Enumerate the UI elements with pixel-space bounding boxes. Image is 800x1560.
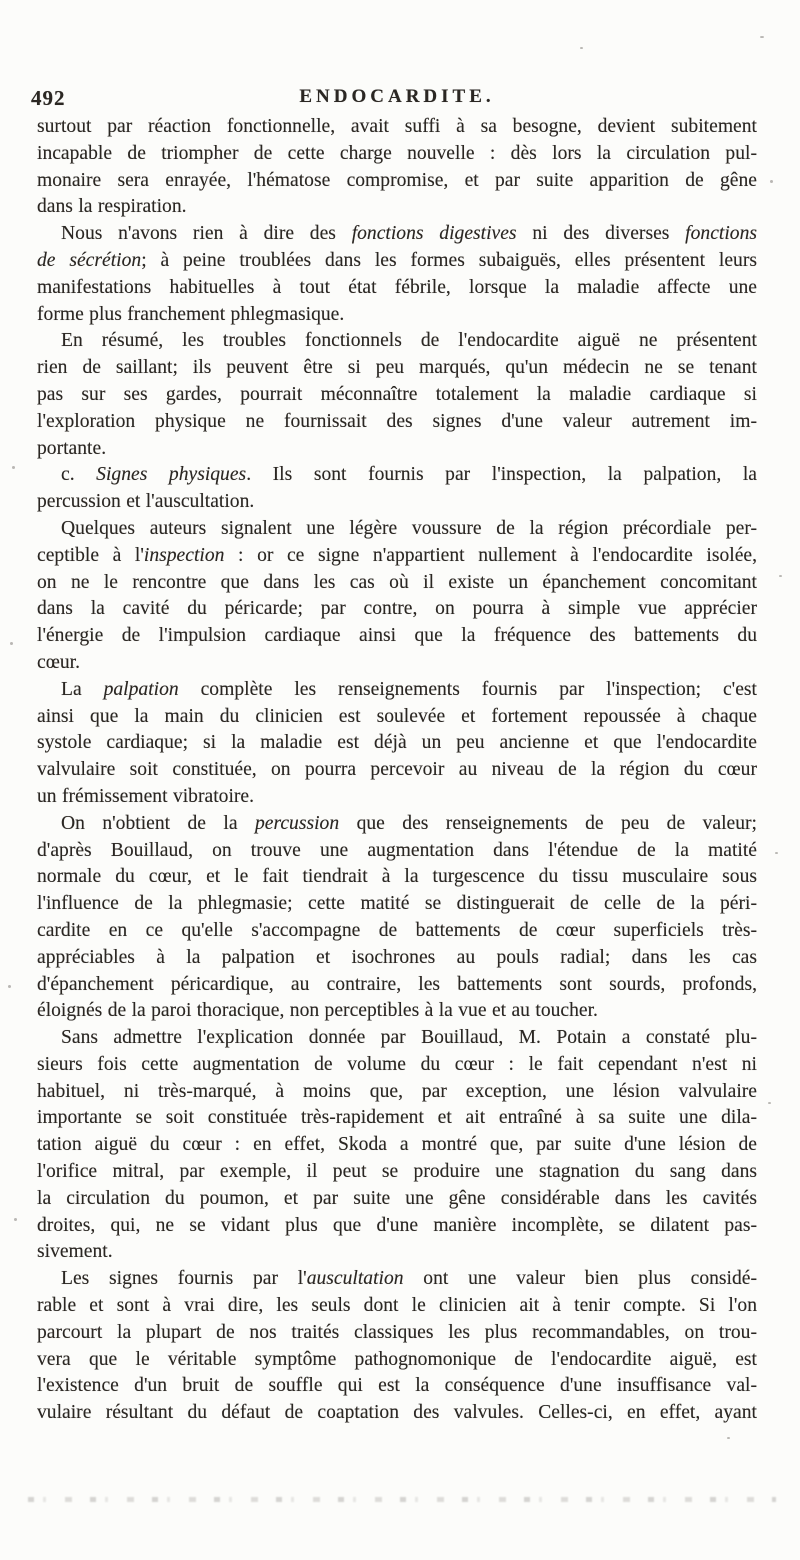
text-line: un frémissement vibratoire. <box>37 785 255 807</box>
text-line: normale du cœur, et le fait tiendrait à la turgescence du tissu musculaire sous <box>37 866 757 888</box>
text-line: surtout par réaction fonctionnelle, avait suffi à sa besogne, devient subitement <box>37 116 757 137</box>
text-line: monaire sera enrayée, l'hématose compromise, et par suite apparition de gêne <box>37 169 757 191</box>
text-line: portante. <box>37 437 107 459</box>
scan-speck <box>12 466 15 469</box>
text-line: Les signes fournis par l'auscultation ont une valeur bien plus considé- <box>61 1268 757 1290</box>
paragraph <box>37 221 757 328</box>
scan-speck <box>14 1218 17 1221</box>
text-line: appréciables à la palpation et isochrones au pouls radial; dans les cas <box>37 946 757 968</box>
text-line: En résumé, les troubles fonctionnels de l'endocardite aiguë ne présentent <box>61 330 757 352</box>
paragraph <box>37 677 757 811</box>
text-line: sivement. <box>37 1241 113 1263</box>
text-line: l'existence d'un bruit de souffle qui est la conséquence d'une insuffisance val- <box>37 1375 757 1397</box>
paragraph <box>37 811 757 1025</box>
scan-speck <box>768 1102 771 1104</box>
scan-speck <box>8 985 11 988</box>
text-line: cardite en ce qu'elle s'accompagne de battements de cœur superficiels très- <box>37 919 757 941</box>
scan-speck <box>779 575 782 577</box>
bleed-through-marks <box>28 1497 776 1502</box>
text-line: systole cardiaque; si la maladie est déjà un peu ancienne et que l'endocardite <box>37 732 757 754</box>
text-line: l'influence de la phlegmasie; cette matité se distinguerait de celle de la péri- <box>37 893 757 915</box>
paragraph <box>37 1025 757 1266</box>
text-line: On n'obtient de la percussion que des renseignements de peu de valeur; <box>61 812 757 834</box>
text-line: rable et sont à vrai dire, les seuls dont le clinicien ait à tenir compte. Si l'on <box>37 1295 757 1317</box>
text-line: de sécrétion; à peine troublées dans les formes subaiguës, elles présentent leurs <box>37 249 757 271</box>
text-line: l'énergie de l'impulsion cardiaque ainsi que la fréquence des battements du <box>37 625 757 647</box>
italic-text: fonctions digestives <box>351 223 517 245</box>
text-line: pas sur ses gardes, pourrait méconnaître totalement la maladie cardiaque si <box>37 383 757 405</box>
scan-speck <box>775 852 778 854</box>
text-line: droites, qui, ne se vidant plus que d'une manière incomplète, se dilatent pas- <box>37 1214 757 1236</box>
text-line: Sans admettre l'explication donnée par Bouillaud, M. Potain a constaté plu- <box>61 1027 757 1049</box>
text-line: d'épanchement péricardique, au contraire, les battements sont sourds, profonds, <box>37 973 757 995</box>
paragraph <box>37 516 757 677</box>
paragraph <box>37 462 757 516</box>
page-number: 492 <box>31 86 66 110</box>
text-line: ceptible à l'inspection : or ce signe n'appartient nullement à l'endocardite isolée, <box>37 544 757 566</box>
text-line: ainsi que la main du clinicien est soulevée et fortement repoussée à chaque <box>37 705 757 727</box>
text-line: tation aiguë du cœur : en effet, Skoda a montré que, par suite d'une lésion de <box>37 1134 757 1156</box>
scan-speck <box>727 1437 730 1439</box>
paragraph <box>37 1266 757 1427</box>
text-line: La palpation complète les renseignements fournis par l'inspection; c'est <box>61 678 757 700</box>
text-line: habituel, ni très-marqué, à moins que, par exception, une lésion valvulaire <box>37 1080 757 1102</box>
text-line: importante se soit constituée très-rapidement et ait entraîné à sa suite une dila- <box>37 1107 757 1129</box>
italic-text: percussion <box>254 812 340 834</box>
text-line: parcourt la plupart de nos traités classiques les plus recommandables, on trou- <box>37 1321 757 1343</box>
italic-text: fonctions <box>685 223 757 245</box>
text-line: percussion et l'auscultation. <box>37 491 255 513</box>
italic-text: palpation <box>103 678 179 700</box>
italic-text: inspection <box>143 544 225 566</box>
text-line: l'exploration physique ne fournissait des signes d'une valeur autrement im- <box>37 410 757 432</box>
running-title: ENDOCARDITE. <box>299 86 495 107</box>
text-line: la circulation du poumon, et par suite une gêne considérable dans les cavités <box>37 1187 757 1209</box>
text-line: cœur. <box>37 651 80 673</box>
paragraph <box>37 328 757 462</box>
page-body <box>37 114 757 1427</box>
text-line: dans la cavité du péricarde; par contre, on pourra à simple vue apprécier <box>37 598 757 620</box>
text-line: forme plus franchement phlegmasique. <box>37 303 345 325</box>
italic-text: auscultation <box>306 1268 404 1290</box>
page-header <box>31 86 757 112</box>
paragraph <box>37 114 757 221</box>
text-line: c. Signes physiques. Ils sont fournis par l'inspection, la palpation, la <box>61 464 757 486</box>
scan-speck <box>10 642 13 645</box>
text-line: incapable de triompher de cette charge nouvelle : dès lors la circulation pul- <box>37 142 757 164</box>
text-line: manifestations habituelles à tout état fébrile, lorsque la maladie affecte une <box>37 276 757 298</box>
text-line: d'après Bouillaud, on trouve une augmentation dans l'étendue de la matité <box>37 839 757 861</box>
scan-speck <box>770 180 773 183</box>
italic-text: de sécrétion <box>37 249 142 271</box>
scan-speck <box>760 36 764 38</box>
text-line: on ne le rencontre que dans les cas où il existe un épanchement concomitant <box>37 571 757 593</box>
text-line: Nous n'avons rien à dire des fonctions digestives ni des diverses fonctions <box>61 223 757 245</box>
text-line: valvulaire soit constituée, on pourra percevoir au niveau de la région du cœur <box>37 759 757 781</box>
text-line: éloignés de la paroi thoracique, non perceptibles à la vue et au toucher. <box>37 1000 598 1022</box>
text-line: rien de saillant; ils peuvent être si peu marqués, qu'un médecin ne se tenant <box>37 357 757 379</box>
italic-text: Signes physiques <box>96 464 247 486</box>
text-line: vulaire résultant du défaut de coaptation des valvules. Celles-ci, en effet, ayant <box>37 1402 757 1424</box>
text-line: vera que le véritable symptôme pathognomonique de l'endocardite aiguë, est <box>37 1348 757 1370</box>
text-line: dans la respiration. <box>37 196 187 218</box>
text-line: Quelques auteurs signalent une légère voussure de la région précordiale per- <box>61 517 757 539</box>
text-line: l'orifice mitral, par exemple, il peut se produire une stagnation du sang dans <box>37 1161 757 1183</box>
text-line: sieurs fois cette augmentation de volume du cœur : le fait cependant n'est ni <box>37 1053 757 1075</box>
scan-speck <box>580 47 583 49</box>
